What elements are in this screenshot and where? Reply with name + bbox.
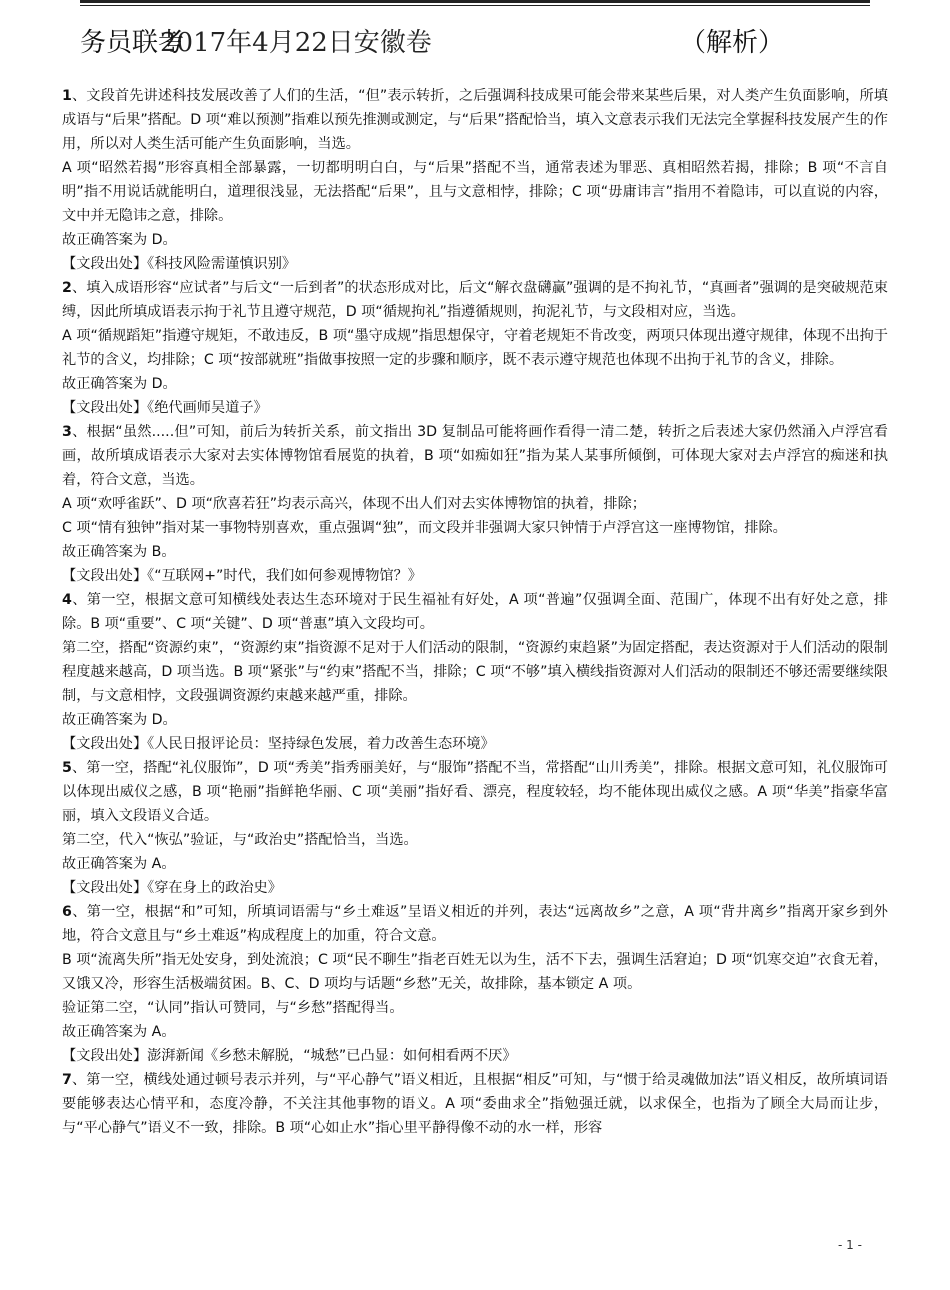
title-overlay: 2017年4月22日安徽卷 <box>160 28 432 58</box>
paragraph <box>62 372 888 396</box>
paragraph-text: A 项“昭然若揭”形容真相全部暴露，一切都明明白白，与“后果”搭配不当，通常表述为罪恶、真相昭然若揭，排除；B 项“不言自明”指不用说话就能明白，道理很浅显，无法搭配“后果”，且与文意相悖，排除；C 项“毋庸讳言”指用不着隐讳，可以直说的内容，文中并无隐讳之意，排除。 <box>62 160 888 224</box>
paragraph-text: 故正确答案为 D。 <box>62 232 177 248</box>
question-number: 5 <box>62 760 72 776</box>
paragraph <box>62 708 888 732</box>
paragraph-text: 故正确答案为 B。 <box>62 544 176 560</box>
paragraph <box>62 228 888 252</box>
paragraph-text: 第二空，搭配“资源约束”，“资源约束”指资源不足对于人们活动的限制，“资源约束趋紧”为固定搭配，表达资源对于人们活动的限制程度越来越高，D 项当选。B 项“紧张”与“约束”搭配不当，排除；C 项“不够”填入横线指资源对人们活动的限制还不够还需要继续限制，与文意相悖，文段强调资源约束越来越严重，排除。 <box>62 640 888 704</box>
paragraph <box>62 420 888 492</box>
paragraph <box>62 948 888 996</box>
paragraph <box>62 276 888 324</box>
paragraph <box>62 396 888 420</box>
paragraph <box>62 900 888 948</box>
paragraph <box>62 636 888 708</box>
title-base: 务员联考 <box>80 28 185 58</box>
paragraph-text: 、填入成语形容“应试者”与后文“一后到者”的状态形成对比，后文“解衣盘礴赢”强调的是不拘礼节，“真画者”强调的是突破规范束缚，因此所填成语表示拘于礼节且遵守规范，D 项“循规拘礼”指遵循规则，拘泥礼节，与文段相对应，当选。 <box>62 280 888 320</box>
paragraph-text: 第二空，代入“恢弘”验证，与“政治史”搭配恰当，当选。 <box>62 832 418 848</box>
paragraph <box>62 588 888 636</box>
question-number: 1 <box>62 88 72 104</box>
paragraph <box>62 876 888 900</box>
question-number: 3 <box>62 424 72 440</box>
paragraph-text: 、第一空，横线处通过顿号表示并列，与“平心静气”语义相近，且根据“相反”可知，与“惯于给灵魂做加法”语义相反，故所填词语要能够表达心情平和，态度冷静，不关注其他事物的语义。A 项“委曲求全”指勉强迁就，以求保全，也指为了顾全大局而让步，与“平心静气”语义不一致，排除。B 项“心如止水”指心里平静得像不动的水一样，形容 <box>62 1072 888 1136</box>
paragraph-text: 故正确答案为 A。 <box>62 1024 176 1040</box>
question-number: 7 <box>62 1072 72 1088</box>
question-number: 6 <box>62 904 72 920</box>
paragraph-text: 【文段出处】澎湃新闻《乡愁未解脱，“城愁”已凸显：如何相看两不厌》 <box>62 1048 517 1064</box>
header-rule-thin <box>80 5 870 6</box>
question-number: 4 <box>62 592 72 608</box>
paragraph <box>62 1044 888 1068</box>
paragraph-text: 、第一空，根据“和”可知，所填词语需与“乡土难返”呈语义相近的并列，表达“远离故乡”之意，A 项“背井离乡”指离开家乡到外地，符合文意且与“乡土难返”构成程度上的加重，符合文意。 <box>62 904 888 944</box>
paragraph <box>62 852 888 876</box>
paragraph <box>62 540 888 564</box>
paragraph-text: A 项“循规蹈矩”指遵守规矩，不敢违反，B 项“墨守成规”指思想保守，守着老规矩不肯改变，两项只体现出遵守规律，体现不出拘于礼节的含义，均排除；C 项“按部就班”指做事按照一定的步骤和顺序，既不表示遵守规范也体现不出拘于礼节的含义，排除。 <box>62 328 888 368</box>
paragraph-text: A 项“欢呼雀跃”、D 项“欣喜若狂”均表示高兴，体现不出人们对去实体博物馆的执着，排除； <box>62 496 646 512</box>
paragraph <box>62 516 888 540</box>
paragraph-text: 、第一空，根据文意可知横线处表达生态环境对于民生福祉有好处，A 项“普遍”仅强调全面、范围广，体现不出有好处之意，排除。B 项“重要”、C 项“关键”、D 项“普惠”填入文段均可。 <box>62 592 888 632</box>
paragraph-text: 故正确答案为 D。 <box>62 376 177 392</box>
paragraph <box>62 84 888 156</box>
paragraph <box>62 732 888 756</box>
paragraph-text: 【文段出处】《穿在身上的政治史》 <box>62 880 282 896</box>
paragraph-text: C 项“情有独钟”指对某一事物特别喜欢，重点强调“独”，而文段并非强调大家只钟情于卢浮宫这一座博物馆，排除。 <box>62 520 787 536</box>
paragraph <box>62 1068 888 1140</box>
analysis-body <box>62 84 888 1140</box>
paragraph-text: 、文段首先讲述科技发展改善了人们的生活，“但”表示转折，之后强调科技成果可能会带来某些后果，对人类产生负面影响，所填成语与“后果”搭配。D 项“难以预测”指难以预先推测或测定，与“后果”搭配恰当，填入文意表示我们无法完全掌握科技发展产生的作用，所以对人类生活可能产生负面影响，当选。 <box>62 88 888 152</box>
paragraph-text: 故正确答案为 A。 <box>62 856 176 872</box>
paragraph-text: 【文段出处】《人民日报评论员：坚持绿色发展，着力改善生态环境》 <box>62 736 495 752</box>
paragraph-text: 、第一空，搭配“礼仪服饰”，D 项“秀美”指秀丽美好，与“服饰”搭配不当，常搭配“山川秀美”，排除。根据文意可知，礼仪服饰可以体现出威仪之感，B 项“艳丽”指鲜艳华丽、C 项“美丽”指好看、漂亮，程度较轻，均不能体现出威仪之感。A 项“华美”指豪华富丽，填入文段语义合适。 <box>62 760 888 824</box>
header-rule-thick <box>80 0 870 3</box>
paragraph-text: 【文段出处】《“互联网+”时代，我们如何参观博物馆？》 <box>62 568 422 584</box>
paragraph <box>62 156 888 228</box>
question-number: 2 <box>62 280 72 296</box>
paragraph <box>62 492 888 516</box>
paragraph <box>62 1020 888 1044</box>
paragraph-text: 、根据“虽然.....但”可知，前后为转折关系，前文指出 3D 复制品可能将画作看得一清二楚，转折之后表述大家仍然涌入卢浮宫看画，故所填成语表示大家对去实体博物馆看展览的执着，B 项“如痴如狂”指为某人某事所倾倒，可体现大家对去卢浮宫的痴迷和执着，符合文意，当选。 <box>62 424 888 488</box>
document-subtitle: （解析） <box>680 28 785 58</box>
paragraph-text: 故正确答案为 D。 <box>62 712 177 728</box>
paragraph <box>62 252 888 276</box>
paragraph-text: 【文段出处】《绝代画师吴道子》 <box>62 400 268 416</box>
page-number: - 1 - <box>838 1238 862 1252</box>
document-title <box>80 22 432 59</box>
paragraph-text: 【文段出处】《科技风险需谨慎识别》 <box>62 256 297 272</box>
paragraph-text: 验证第二空，“认同”指认可赞同，与“乡愁”搭配得当。 <box>62 1000 404 1016</box>
paragraph <box>62 324 888 372</box>
paragraph-text: B 项“流离失所”指无处安身，到处流浪；C 项“民不聊生”指老百姓无以为生，活不下去，强调生活窘迫；D 项“饥寒交迫”衣食无着，又饿又冷，形容生活极端贫困。B、C、D 项均与话题“乡愁”无关，故排除，基本锁定 A 项。 <box>62 952 888 992</box>
paragraph <box>62 996 888 1020</box>
paragraph <box>62 564 888 588</box>
paragraph <box>62 756 888 828</box>
paragraph <box>62 828 888 852</box>
